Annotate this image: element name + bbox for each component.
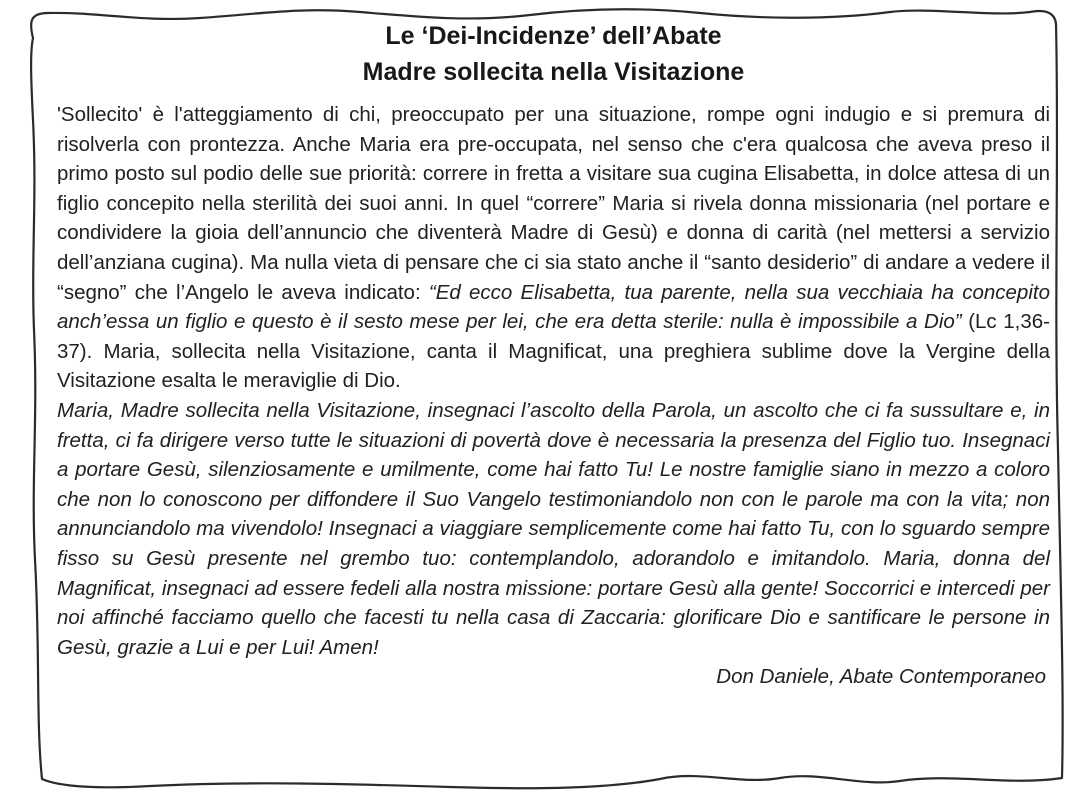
title-line-2: Madre sollecita nella Visitazione [362, 58, 745, 86]
document-body [57, 100, 1050, 692]
paragraph-intro [57, 100, 1050, 396]
page-title [57, 18, 1050, 90]
paragraph-prayer: Maria, Madre sollecita nella Visitazione, insegnaci l’ascolto della Parola, un ascolto che ci fa sussultare e, in fretta, ci fa dirigere verso tutte le situazioni di povertà dove è necessaria la presenza del Figlio tuo. Insegnaci a portare Gesù, silenziosamente e umilmente, come hai fatto Tu! Le nostre famiglie siano in mezzo a coloro che non lo conoscono per diffondere il Suo Vangelo testimoniandolo non con le parole ma con la vita; non annunciandolo ma vivendolo! Insegnaci a viaggiare semplicemente come hai fatto Tu, con lo sguardo sempre fisso su Gesù presente nel grembo tuo: contemplandolo, adorandolo e imitandolo. Maria, donna del Magnificat, insegnaci ad essere fedeli alla nostra missione: portare Gesù alla gente! Soccorrici e intercedi per noi affinché facciamo quello che facesti tu nella casa di Zaccaria: glorificare Dio e santificare le persone in Gesù, grazie a Lui e per Lui! Amen! [57, 398, 1050, 659]
signature: Don Daniele, Abate Contemporaneo [716, 665, 1046, 689]
title-line-1: Le ‘Dei-Incidenze’ dell’Abate [385, 22, 722, 50]
intro-text-before-quote: 'Sollecito' è l'atteggiamento di chi, preoccupato per una situazione, rompe ogni indugio e si premura di risolverla con prontezza. Anche Maria era pre-occupata, nel senso che c'era qualcosa che aveva preso il primo posto sul podio delle sue priorità: correre in fretta a visitare sua cugina Elisabetta, in dolce attesa di un figlio concepito nella sterilità dei suoi anni. In quel “correre” Maria si rivela donna missionaria (nel portare e condividere la gioia dell’annuncio che diventerà Madre di Gesù) e donna di carità (nel mettersi a servizio dell’anziana cugina). Ma nulla vieta di pensare che ci sia stato anche il “santo desiderio” di andare a vedere il “segno” che l’Angelo le aveva indicato: [57, 103, 1050, 304]
intro-text-after-quote: (Lc 1,36-37). Maria, sollecita nella Visitazione, canta il Magnificat, una preghiera sublime dove la Vergine della Visitazione esalta le meraviglie di Dio. [57, 310, 1050, 393]
bible-quote: “Ed ecco Elisabetta, tua parente, nella sua vecchiaia ha concepito anch’essa un figlio e questo è il sesto mese per lei, che era detta sterile: nulla è impossibile a Dio” [57, 280, 1050, 334]
document-content [57, 14, 1050, 692]
